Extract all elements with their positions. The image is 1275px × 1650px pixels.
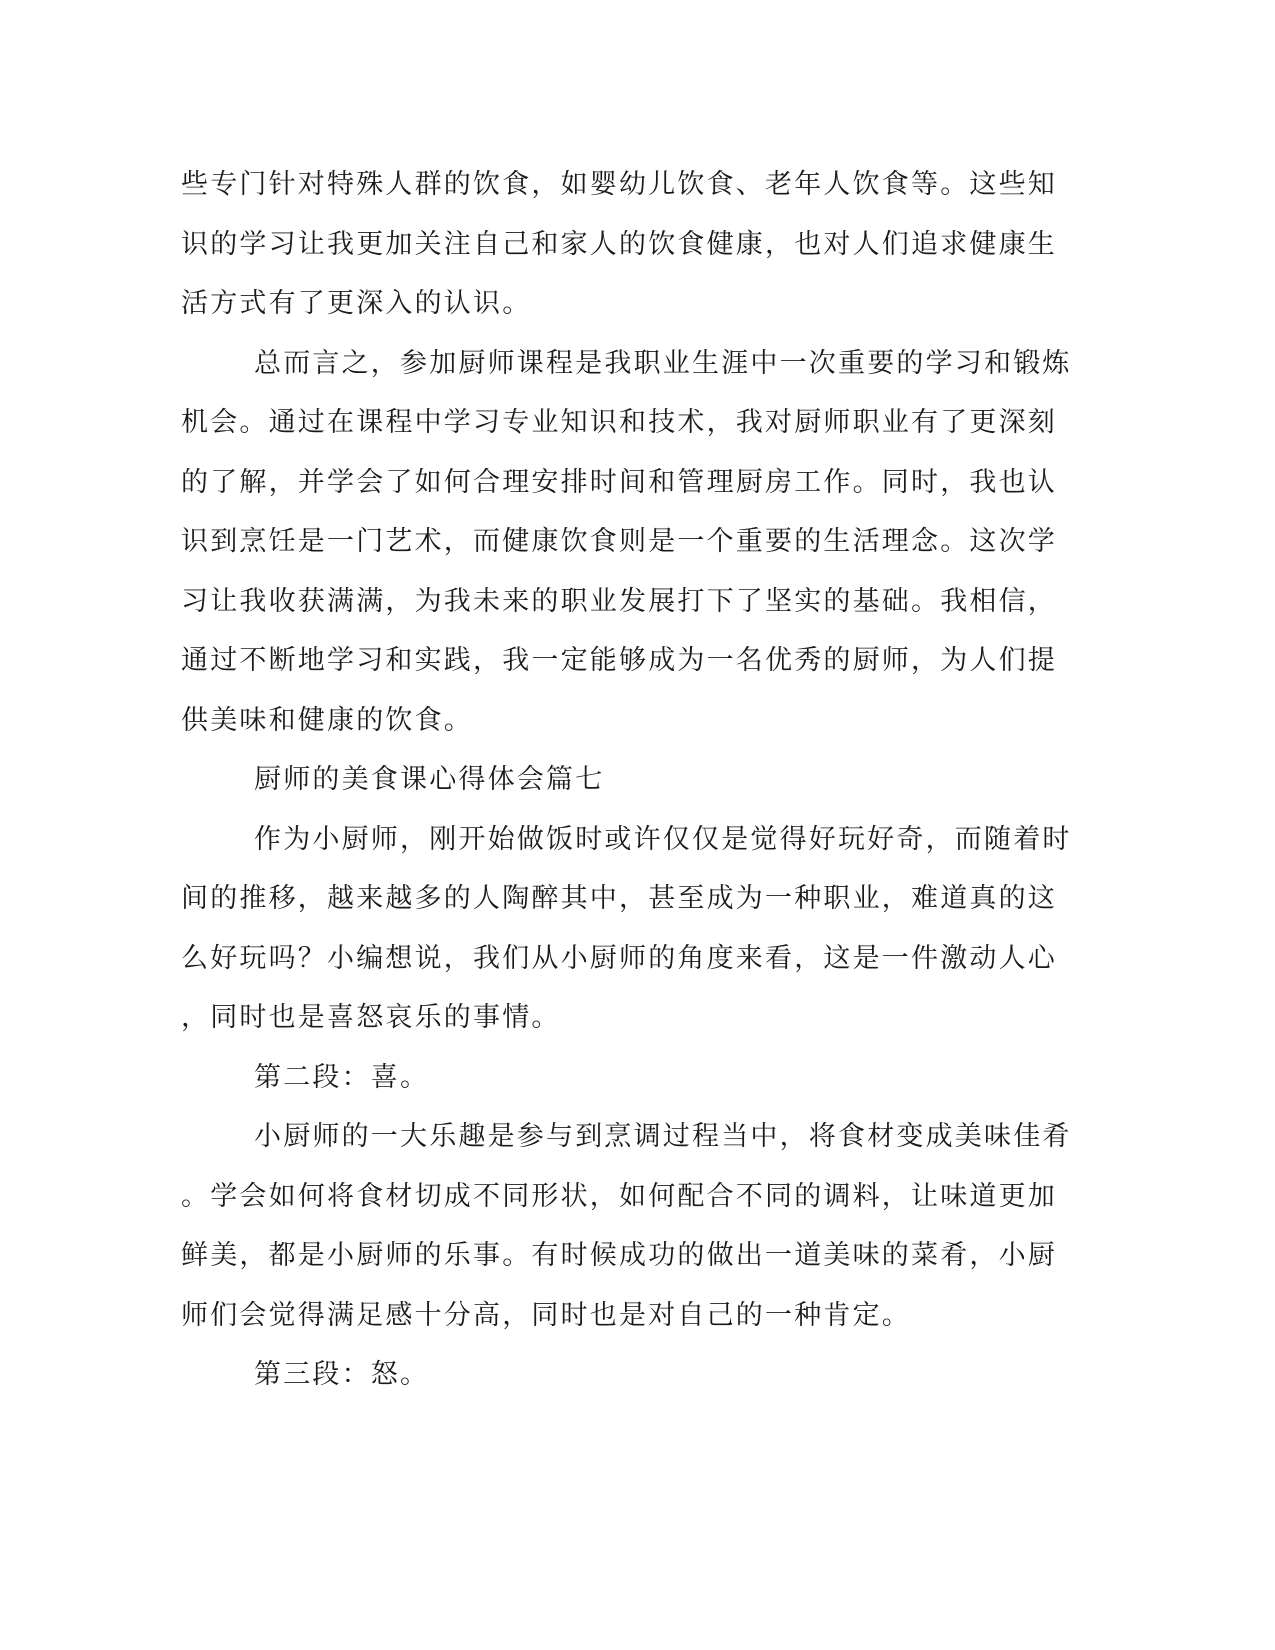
text-line: 。学会如何将食材切成不同形状，如何配合不同的调料，让味道更加 <box>181 1180 1057 1212</box>
text-line: 鲜美，都是小厨师的乐事。有时候成功的做出一道美味的菜肴，小厨 <box>181 1240 1057 1271</box>
subsection-heading: 第三段：怒。 <box>254 1359 430 1390</box>
text-line: 些专门针对特殊人群的饮食，如婴幼儿饮食、老年人饮食等。这些知 <box>181 169 1057 200</box>
text-line: 供美味和健康的饮食。 <box>181 704 473 736</box>
text-line: 通过不断地学习和实践，我一定能够成为一名优秀的厨师，为人们提 <box>181 645 1057 676</box>
section-heading: 厨师的美食课心得体会篇七 <box>254 764 605 795</box>
text-line: 么好玩吗？小编想说，我们从小厨师的角度来看，这是一件激动人心 <box>181 942 1057 974</box>
paragraph-start-line: 小厨师的一大乐趣是参与到烹调过程当中，将食材变成美味佳肴 <box>254 1121 1072 1152</box>
subsection-heading: 第二段：喜。 <box>254 1061 430 1093</box>
text-line: 活方式有了更深入的认识。 <box>181 288 532 319</box>
text-line: 师们会觉得满足感十分高，同时也是对自己的一种肯定。 <box>181 1299 911 1331</box>
text-line: 的了解，并学会了如何合理安排时间和管理厨房工作。同时，我也认 <box>181 466 1057 498</box>
text-line: 习让我收获满满，为我未来的职业发展打下了坚实的基础。我相信， <box>181 585 1057 617</box>
paragraph-start-line: 作为小厨师，刚开始做饭时或许仅仅是觉得好玩好奇，而随着时 <box>254 823 1072 855</box>
text-line: 机会。通过在课程中学习专业知识和技术，我对厨师职业有了更深刻 <box>181 407 1057 438</box>
text-line: ，同时也是喜怒哀乐的事情。 <box>181 1002 561 1033</box>
document-body <box>181 155 1072 1405</box>
text-line: 识到烹饪是一门艺术，而健康饮食则是一个重要的生活理念。这次学 <box>181 526 1057 557</box>
text-line: 识的学习让我更加关注自己和家人的饮食健康，也对人们追求健康生 <box>181 228 1057 260</box>
paragraph-start-line: 总而言之，参加厨师课程是我职业生涯中一次重要的学习和锻炼 <box>254 347 1072 379</box>
text-line: 间的推移，越来越多的人陶醉其中，甚至成为一种职业，难道真的这 <box>181 883 1057 914</box>
